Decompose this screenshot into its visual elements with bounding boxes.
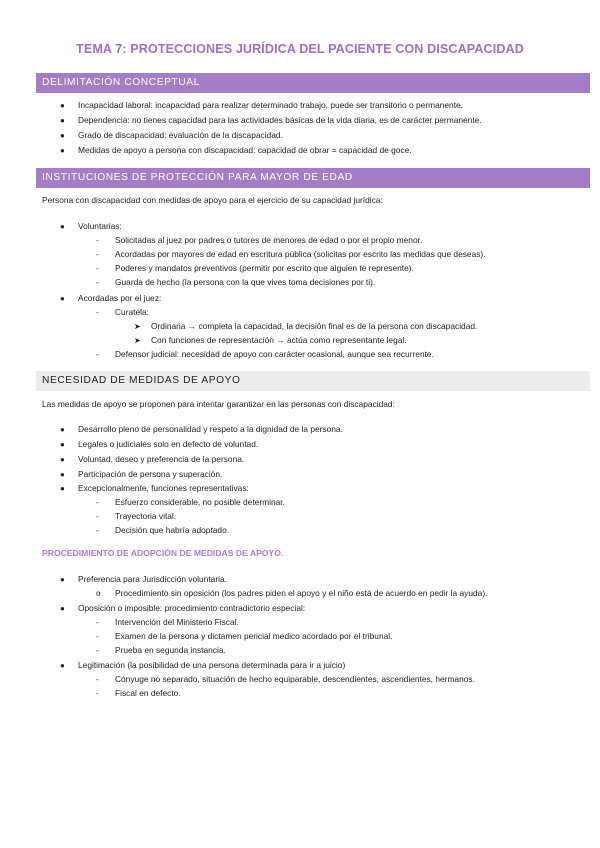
- document-page: TEMA 7: PROTECCIONES JURÍDICA DEL PACIENTE CON DISCAPACIDAD DELIMITACIÓN CONCEPTUAL ● Incapacidad laboral: incapacidad para realizar determinado trabajo, puede ser transitorio o permanente. ● Dependencia: no tienes capacidad para las actividades básicas de la vida diaria, es de carácter permanente. ● Grado de discapacidad: evaluación de la discapacidad. ● Medidas de apoyo a persona con discapacidad: capacidad de obrar = capacidad de goce. INSTITUCIONES DE PROTECCIÓN PARA MAYOR DE EDAD Persona con discapacidad con medidas de apoyo para el ejercicio de su capacidad jurídica: ● Voluntarias: - Solicitadas al juez por padres o tutores de menores de edad o por el propio menor. - Acordadas por mayores de edad en escritura pública (solicitas por escrito las medidas que deseas). - Poderes y mandatos preventivos (permitir por escrito que alguien te represente). - Guarda de hecho (la persona con la que vives toma decisiones por ti). ● Acordadas por el juez: - Curatela: ➤ Ordinaria → completa la capacidad, la decisión final es de la persona con discapacidad. ➤ Con funciones de representación → actúa como representante legal. - Defensor judicial: necesidad de apoyo con carácter ocasional, aunque sea recurrente. NECESIDAD DE MEDIDAS DE APOYO Las medidas de apoyo se proponen para intentar garantizar en las personas con discapacidad: ● Desarrollo pleno de personalidad y respeto a la dignidad de la persona. ● Legales o judiciales solo en defecto de voluntad. ● Voluntad, deseo y preferencia de la persona. ● Participación de persona y superación. ● Excepcionalmente, funciones representativas: - Esfuerzo considerable, no posible determinar. - Trayectoria vital. - Decisión que habría adoptado. PROCEDIMIENTO DE ADOPCIÓN DE MEDIDAS DE APOYO. ● Preferencia para Jurisdicción voluntaria. o Procedimiento sin oposición (los padres piden el apoyo y el niño está de acuerdo en pedir la ayuda). ● Oposición o imposible: procedimiento contradictorio especial: - Intervención del Ministerio Fiscal. - Examen de la persona y dictamen pericial medico acordado por el tribunal. - Prueba en segunda instancia. ● Legitimación (la posibilidad de una persona determinada para ir a juicio) - Cónyuge no separado, situación de hecho equiparable, descendientes, ascendientes, hermanos. - Fiscal en defecto.: [0, 0, 600, 848]
- arrow-marker-icon: ➤: [134, 336, 141, 345]
- dash-marker: -: [96, 264, 99, 273]
- bullet-marker: ●: [60, 604, 65, 613]
- dash-marker: -: [96, 250, 99, 259]
- bullet-marker: ●: [60, 440, 65, 449]
- dash-marker: -: [96, 618, 99, 627]
- dash-marker: -: [96, 675, 99, 684]
- section-heading-necesidad: NECESIDAD DE MEDIDAS DE APOYO: [36, 371, 590, 391]
- circle-marker: o: [96, 589, 101, 598]
- arrow-marker-icon: ➤: [134, 322, 141, 331]
- bullet-marker: ●: [60, 131, 65, 140]
- bullet-marker: ●: [60, 575, 65, 584]
- section-heading-procedimiento: PROCEDIMIENTO DE ADOPCIÓN DE MEDIDAS DE APOYO.: [42, 548, 284, 558]
- dash-marker: -: [96, 526, 99, 535]
- dash-marker: -: [96, 689, 99, 698]
- bullet-marker: ●: [60, 470, 65, 479]
- dash-marker: -: [96, 278, 99, 287]
- dash-marker: -: [96, 498, 99, 507]
- bullet-marker: ●: [60, 101, 65, 110]
- dash-marker: -: [96, 308, 99, 317]
- bullet-marker: ●: [60, 294, 65, 303]
- dash-marker: -: [96, 632, 99, 641]
- dash-marker: -: [96, 236, 99, 245]
- bullet-marker: ●: [60, 484, 65, 493]
- dash-marker: -: [96, 512, 99, 521]
- section-heading-delimitacion: DELIMITACIÓN CONCEPTUAL: [36, 73, 590, 93]
- bullet-marker: ●: [60, 222, 65, 231]
- page-title: TEMA 7: PROTECCIONES JURÍDICA DEL PACIENTE CON DISCAPACIDAD: [76, 42, 524, 56]
- dash-marker: -: [96, 350, 99, 359]
- bullet-marker: ●: [60, 661, 65, 670]
- section-heading-instituciones: INSTITUCIONES DE PROTECCIÓN PARA MAYOR DE EDAD: [36, 168, 590, 188]
- bullet-marker: ●: [60, 116, 65, 125]
- bullet-marker: ●: [60, 455, 65, 464]
- dash-marker: -: [96, 646, 99, 655]
- bullet-marker: ●: [60, 146, 65, 155]
- bullet-marker: ●: [60, 425, 65, 434]
